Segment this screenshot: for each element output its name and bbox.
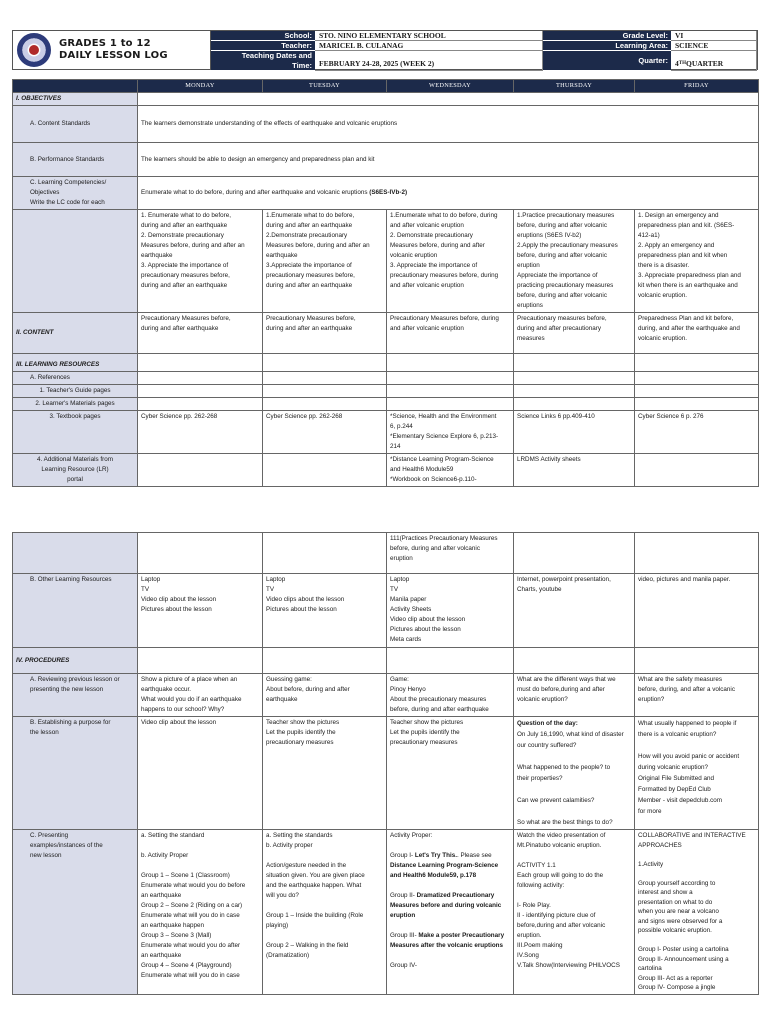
proc-blank-tue [263,648,387,674]
additional-materials-label-text: 4. Additional Materials from Learning Resource (LR) portal [37,456,113,483]
wed-group3-title: Make a poster Precautionary Measures after the volcanic eruptions [390,932,505,949]
reviewing-thursday: What are the different ways that we must do before,during and after volcanic eruption? [514,674,635,717]
teacher-label: Teacher: [211,41,315,51]
learning-competencies-label [13,177,138,210]
additional-tuesday [263,454,387,487]
other-resources-label-text: B. Other Learning Resources [30,576,112,583]
textbook-wednesday: *Science, Health and the Environment 6, p.244 *Elementary Science Explore 6, p.213- 214 [387,411,514,454]
wed-group2-title: Dramatized Precautionary Measures before and during volcanic eruption [390,892,502,919]
purpose-tuesday: Teacher show the pictures Let the pupils identify the precautionary measures [263,717,387,830]
additional-friday [635,454,759,487]
reviewing-label-text: A. Reviewing previous lesson or presenting the new lesson [30,676,120,693]
quarter-value [671,51,757,71]
ref-tue [263,372,387,385]
teaching-dates-label-1: Teaching Dates and [241,50,312,60]
content-monday: Precautionary Measures before, during and after earthquake [138,313,263,354]
header-info-grid [211,31,757,69]
teaching-dates-label-2: Time: [292,60,312,70]
purpose-thursday [514,717,635,830]
quarter-word: QUARTER [685,59,724,68]
reviewing-wednesday: Game: Pinoy Henyo About the precautionary measures before, during and after earthquake [387,674,514,717]
content-standards-value: The learners demonstrate understanding of the effects of earthquake and volcanic eruptions [138,106,759,143]
objectives-section-label: I. OBJECTIVES [13,93,138,106]
additional-cont-wednesday: 111(Practices Precautionary Measures before, during and after volcanic eruption [387,533,514,574]
teachers-guide-label-text: 1. Teacher's Guide pages [39,387,111,394]
dll-table-page2 [12,532,759,995]
proc-blank-mon [138,648,263,674]
additional-cont-monday [138,533,263,574]
day-header-monday: MONDAY [138,80,263,93]
additional-cont-label [13,533,138,574]
dll-header [12,30,758,70]
reviewing-tuesday: Guessing game: About before, during and after earthquake [263,674,387,717]
objectives-thursday: 1.Practice precautionary measures before, during and after volcanic eruptions (S6ES IV-b2) 2.Apply the precautionary measures before, during and after volcanic eruption Appreciate the importance of practicing precautionary measures before, during and after volcanic eruptions [514,210,635,313]
wed-group1-suffix: . Please see [456,852,492,859]
procedures-section-label: IV. PROCEDURES [13,648,138,674]
learning-competencies-code: (S6ES-IVb-2) [369,189,408,196]
school-value: STO. NINO ELEMENTARY SCHOOL [315,31,543,41]
tg-thu [514,385,635,398]
day-header-thursday: THURSDAY [514,80,635,93]
additional-materials-label [13,454,138,487]
day-header-tuesday: TUESDAY [263,80,387,93]
lr-blank-fri [635,354,759,372]
wed-group2 [390,891,510,921]
ref-thu [514,372,635,385]
references-label-text: A. References [30,374,70,381]
content-section-label: II. CONTENT [13,313,138,354]
deped-seal-icon [17,33,51,67]
wed-group3 [390,931,510,951]
presenting-friday: COLLABORATIVE and INTERACTIVE APPROACHES 1.Activity Group yourself according to interest and show a presentation on what to do when you are near a volcano and signs were observed for a possible volcanic eruption. Group I- Poster using a cartolina Group II- Announcement using a cartolina Group III- Act as a reporter Group IV- Compose a jingle [635,830,759,995]
objectives-section-blank [138,93,759,106]
lr-blank-tue [263,354,387,372]
day-header-friday: FRIDAY [635,80,759,93]
other-monday: Laptop TV Video clip about the lesson Pictures about the lesson [138,574,263,648]
tg-wed [387,385,514,398]
learning-competencies-value [138,177,759,210]
content-tuesday: Precautionary Measures before, during and after an earthquake [263,313,387,354]
learning-resources-section-label: III. LEARNING RESOURCES [13,354,138,372]
ref-mon [138,372,263,385]
day-header-blank [13,80,138,93]
objectives-monday: 1. Enumerate what to do before, during and after an earthquake 2. Demonstrate precautionary Measures before, during and after an earthquake 3. Appreciate the importance of precautionary measures before, during and after an earthquake [138,210,263,313]
learning-area-value: SCIENCE [671,41,757,51]
grade-level-value: VI [671,31,757,41]
learners-materials-label [13,398,138,411]
content-friday: Preparedness Plan and kit before, during, and after the earthquake and volcanic eruption. [635,313,759,354]
wed-group1-title: Let's Try This. [414,852,457,859]
learners-materials-label-text: 2. Learner's Materials pages [35,400,115,407]
reviewing-label [13,674,138,717]
lm-tue [263,398,387,411]
question-of-the-day-text: On July 16,1990, what kind of disaster our country suffered? What happened to the people? to their properties? Can we prevent calamities? So what are the best things to do? [517,731,624,826]
purpose-friday: What usually happened to people if there is a volcanic eruption? How will you avoid panic or accident during volcanic eruption? Original File Submitted and Formatted by DepEd Club Member - visit depedclub.com for more [635,717,759,830]
lm-fri [635,398,759,411]
day-header-wednesday: WEDNESDAY [387,80,514,93]
school-label: School: [211,31,315,41]
wed-group4: Group IV- [390,962,417,969]
lm-wed [387,398,514,411]
other-wednesday: Laptop TV Manila paper Activity Sheets Video clip about the lesson Pictures about the lesson Meta cards [387,574,514,648]
presenting-examples-label-text: C. Presenting examples/instances of the new lesson [30,832,103,859]
objectives-wednesday: 1.Enumerate what to do before, during and after volcanic eruption 2. Demonstrate precautionary Measures before, during and after volcanic eruption 3. Appreciate the importance of precautionary measures before, during and after volcanic eruption [387,210,514,313]
quarter-suffix: TH [678,61,686,66]
presenting-tuesday: a. Setting the standards b. Activity proper Action/gesture needed in the situation given. You are given place and the earthquake happen. What will you do? Group 1 – Inside the building (Role playing) Group 2 – Walking in the field (Dramatization) [263,830,387,995]
other-tuesday: Laptop TV Video clips about the lesson Pictures about the lesson [263,574,387,648]
additional-cont-thursday [514,533,635,574]
header-title [59,38,168,62]
proc-blank-fri [635,648,759,674]
purpose-label-text: B. Establishing a purpose for the lesson [30,719,111,736]
tg-fri [635,385,759,398]
ref-fri [635,372,759,385]
content-wednesday: Precautionary Measures before, during and after volcanic eruption [387,313,514,354]
learning-competencies-label-text: C. Learning Competencies/ Objectives Write the LC code for each [30,179,107,206]
question-of-the-day-label: Question of the day: [517,720,578,727]
quarter-number: 4 [675,59,679,68]
lr-blank-wed [387,354,514,372]
lr-blank-thu [514,354,635,372]
textbook-pages-label [13,411,138,454]
additional-thursday: LRDMS Activity sheets [514,454,635,487]
tg-mon [138,385,263,398]
textbook-monday: Cyber Science pp. 262-268 [138,411,263,454]
textbook-friday: Cyber Science 6 p. 276 [635,411,759,454]
header-title-line2: DAILY LESSON LOG [59,50,168,61]
wed-group1 [390,851,510,861]
reviewing-friday: What are the safety measures before, during, and after a volcanic eruption? [635,674,759,717]
content-thursday: Precautionary measures before, during and after precautionary measures [514,313,635,354]
additional-cont-friday [635,533,759,574]
quarter-label [543,51,671,71]
wed-group1-prefix: Group I- [390,852,415,859]
objectives-friday: 1. Design an emergency and preparedness plan and kit. (S6ES- 412-a1) 2. Apply an emergency and preparedness plan and kit when there is a disaster. 3. Appreciate preparedness plan and kit when there is an earthquake and volcanic eruption. [635,210,759,313]
content-standards-label-text: A. Content Standards [30,120,91,127]
teaching-dates-value: FEBRUARY 24-28, 2025 (WEEK 2) [315,51,543,71]
textbook-pages-label-text: 3. Textbook pages [49,413,101,420]
wed-activity-intro: Activity Proper: [390,832,433,839]
lm-thu [514,398,635,411]
wed-group2-prefix: Group II- [390,892,417,899]
content-standards-label [13,106,138,143]
other-friday: video, pictures and manila paper. [635,574,759,648]
learning-competencies-text: Enumerate what to do before, during and after earthquake and volcanic eruptions [141,189,370,196]
additional-monday [138,454,263,487]
lr-blank-mon [138,354,263,372]
tg-tue [263,385,387,398]
quarter-label-text: Quarter: [638,55,668,65]
ref-wed [387,372,514,385]
objectives-daily-label [13,210,138,313]
teacher-value: MARICEL B. CULANAG [315,41,543,51]
other-resources-label [13,574,138,648]
performance-standards-label-text: B. Performance Standards [30,155,105,163]
additional-cont-tuesday [263,533,387,574]
proc-blank-thu [514,648,635,674]
other-thursday: Internet, powerpoint presentation, Charts, youtube [514,574,635,648]
objectives-tuesday: 1.Enumerate what to do before, during and after an earthquake 2.Demonstrate precautionary Measures before, during and after an earthquake 3.Appreciate the importance of precautionary measures before, during and after an earthquake [263,210,387,313]
teachers-guide-label [13,385,138,398]
dll-table-page1 [12,79,759,487]
performance-standards-label [13,143,138,177]
purpose-label [13,717,138,830]
presenting-wednesday [387,830,514,995]
wed-group3-prefix: Group III- [390,932,419,939]
presenting-thursday: Watch the video presentation of Mt.Pinatubo volcanic eruption. ACTIVITY 1.1 Each group will going to do the following activity: I- Role Play. II - identifying picture clue of before,during and after volcanic eruption. III.Poem making IV.Song V.Talk Show(Interviewing PHILVOCS [514,830,635,995]
grade-level-label: Grade Level: [543,31,671,41]
additional-wednesday: *Distance Learning Program-Science and Health6 Module59 *Workbook on Science6-p.110- [387,454,514,487]
purpose-wednesday: Teacher show the pictures Let the pupils identify the precautionary measures [387,717,514,830]
references-label [13,372,138,385]
presenting-examples-label [13,830,138,995]
learning-area-label: Learning Area: [543,41,671,51]
teaching-dates-label [211,51,315,71]
textbook-tuesday: Cyber Science pp. 262-268 [263,411,387,454]
textbook-thursday: Science Links 6 pp.409-410 [514,411,635,454]
reviewing-monday: Show a picture of a place when an earthquake occur. What would you do if an earthquake happens to our school? Why? [138,674,263,717]
purpose-monday: Video clip about the lesson [138,717,263,830]
header-title-block [13,31,211,69]
presenting-monday: a. Setting the standard b. Activity Proper Group 1 – Scene 1 (Classroom) Enumerate what would you do before an earthquake Group 2 – Scene 2 (Riding on a car) Enumerate what will you do in case an earthquake happen Group 3 – Scene 3 (Mall) Enumerate what would you do after an earthquake Group 4 – Scene 4 (Playground) Enumerate what will you do in case [138,830,263,995]
proc-blank-wed [387,648,514,674]
header-title-line1: GRADES 1 to 12 [59,38,151,49]
wed-group1-reference: Distance Learning Program-Science and Health6 Module59, p.178 [390,862,499,879]
lm-mon [138,398,263,411]
performance-standards-value: The learners should be able to design an emergency and preparedness plan and kit [138,143,759,177]
